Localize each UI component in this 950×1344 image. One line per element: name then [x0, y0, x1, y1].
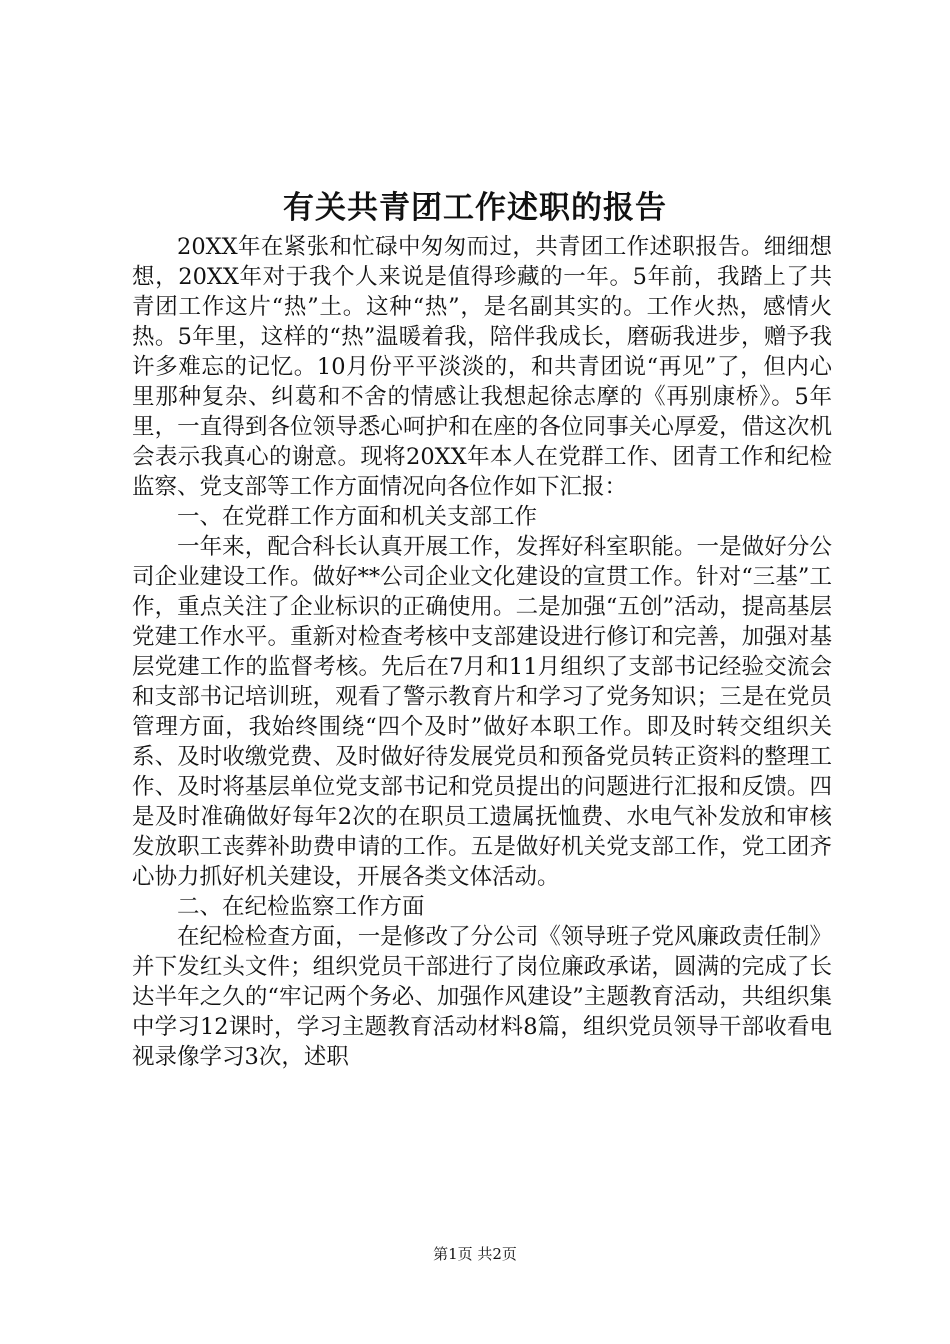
section-heading-party-work: 一、在党群工作方面和机关支部工作: [177, 504, 538, 530]
party-work-paragraph: 一年来，配合科长认真开展工作，发挥好科室职能。一是做好分公司企业建设工作。做好**公司企业文化建设的宣贯工作。针对“三基”工作，重点关注了企业标识的正确使用。二是加强“五创”活动，提高基层党建工作水平。重新对检查考核中支部建设进行修订和完善，加强对基层党建工作的监督考核。先后在7月和11月组织了支部书记经验交流会和支部书记培训班，观看了警示教育片和学习了党务知识；三是在党员管理方面，我始终围绕“四个及时”做好本职工作。即及时转交组织关系、及时收缴党费、及时做好待发展党员和预备党员转正资料的整理工作、及时将基层单位党支部书记和党员提出的问题进行汇报和反馈。四是及时准确做好每年2次的在职员工遗属抚恤费、水电气补发放和审核发放职工丧葬补助费申请的工作。五是做好机关党支部工作，党工团齐心协力抓好机关建设，开展各类文体活动。: [132, 534, 832, 890]
page-footer: 第1页 共2页: [433, 1245, 517, 1263]
document-title: 有关共青团工作述职的报告: [283, 190, 667, 226]
section-heading-discipline: 二、在纪检监察工作方面: [177, 894, 425, 920]
document-body: [132, 232, 832, 1072]
discipline-paragraph: 在纪检检查方面，一是修改了分公司《领导班子党风廉政责任制》并下发红头文件；组织党员干部进行了岗位廉政承诺，圆满的完成了长达半年之久的“牢记两个务必、加强作风建设”主题教育活动，共组织集中学习12课时，学习主题教育活动材料8篇，组织党员领导干部收看电视录像学习3次，述职: [132, 924, 832, 1070]
intro-paragraph: 20XX年在紧张和忙碌中匆匆而过，共青团工作述职报告。细细想想，20XX年对于我个人来说是值得珍藏的一年。5年前，我踏上了共青团工作这片“热”土。这种“热”，是名副其实的。工作火热，感情火热。5年里，这样的“热”温暖着我，陪伴我成长，磨砺我进步，赠予我许多难忘的记忆。10月份平平淡淡的，和共青团说“再见”了，但内心里那种复杂、纠葛和不舍的情感让我想起徐志摩的《再别康桥》。5年里，一直得到各位领导悉心呵护和在座的各位同事关心厚爱，借这次机会表示我真心的谢意。现将20XX年本人在党群工作、团青工作和纪检监察、党支部等工作方面情况向各位作如下汇报：: [132, 234, 832, 500]
